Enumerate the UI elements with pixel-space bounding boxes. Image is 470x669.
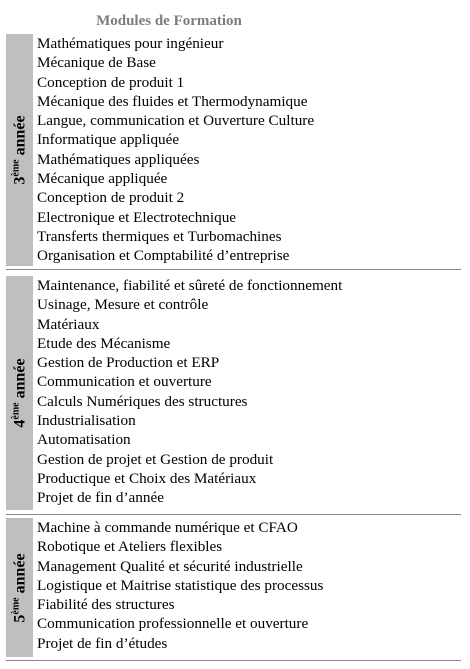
- year-5-bar: [6, 518, 33, 657]
- list-item: Mécanique de Base: [37, 54, 156, 72]
- year-3-bar: [6, 34, 33, 266]
- list-item: Maintenance, fiabilité et sûreté de fonctionnement: [37, 277, 343, 294]
- list-item: Automatisation: [37, 431, 131, 449]
- list-item: Matériaux: [37, 315, 100, 333]
- year-5-label: 5ème année: [9, 552, 29, 623]
- year-3-group: [6, 34, 461, 266]
- list-item: Communication et ouverture: [37, 373, 212, 391]
- year-4-label: 4ème année: [9, 358, 29, 428]
- list-item: Informatique appliquée: [37, 131, 180, 149]
- list-item: Usinage, Mesure et contrôle: [37, 296, 209, 314]
- list-item: Calculs Numériques des structures: [37, 392, 248, 410]
- list-item: Mathématiques pour ingénieur: [37, 35, 224, 52]
- list-item: Industrialisation: [37, 412, 136, 430]
- list-item: Gestion de projet et Gestion de produit: [37, 450, 274, 468]
- list-item: Management Qualité et sécurité industrielle: [37, 557, 303, 575]
- separator-line: [6, 660, 461, 661]
- separator-line: [6, 514, 461, 515]
- list-item: Transferts thermiques et Turbomachines: [37, 227, 282, 245]
- list-item: Conception de produit 2: [37, 189, 185, 207]
- list-item: Mathématiques appliquées: [37, 150, 200, 168]
- list-item: Communication professionnelle et ouverture: [37, 615, 309, 633]
- list-item: Organisation et Comptabilité d’entreprise: [37, 247, 290, 265]
- list-item: Mécanique des fluides et Thermodynamique: [37, 92, 308, 110]
- list-item: Projet de fin d’études: [37, 634, 168, 652]
- year-5-module-list: [37, 518, 461, 657]
- list-item: Mécanique appliquée: [37, 170, 168, 188]
- list-item: Logistique et Maitrise statistique des processus: [37, 576, 324, 594]
- list-item: Machine à commande numérique et CFAO: [37, 519, 298, 536]
- separator-line: [6, 269, 461, 270]
- list-item: Conception de produit 1: [37, 73, 185, 91]
- year-4-module-list: [37, 276, 461, 510]
- list-item: Etude des Mécanisme: [37, 334, 171, 352]
- year-5-group: [6, 518, 461, 657]
- list-item: Electronique et Electrotechnique: [37, 208, 237, 226]
- list-item: Langue, communication et Ouverture Culture: [37, 112, 315, 130]
- list-item: Fiabilité des structures: [37, 596, 175, 614]
- year-3-label: 3ème année: [9, 115, 29, 185]
- list-item: Robotique et Ateliers flexibles: [37, 538, 223, 556]
- list-item: Productique et Choix des Matériaux: [37, 469, 257, 487]
- year-4-group: [6, 276, 461, 510]
- list-item: Gestion de Production et ERP: [37, 354, 220, 372]
- table-title: Modules de Formation: [96, 13, 242, 29]
- year-3-module-list: [37, 34, 461, 266]
- list-item: Projet de fin d’année: [37, 489, 164, 507]
- year-4-bar: [6, 276, 33, 510]
